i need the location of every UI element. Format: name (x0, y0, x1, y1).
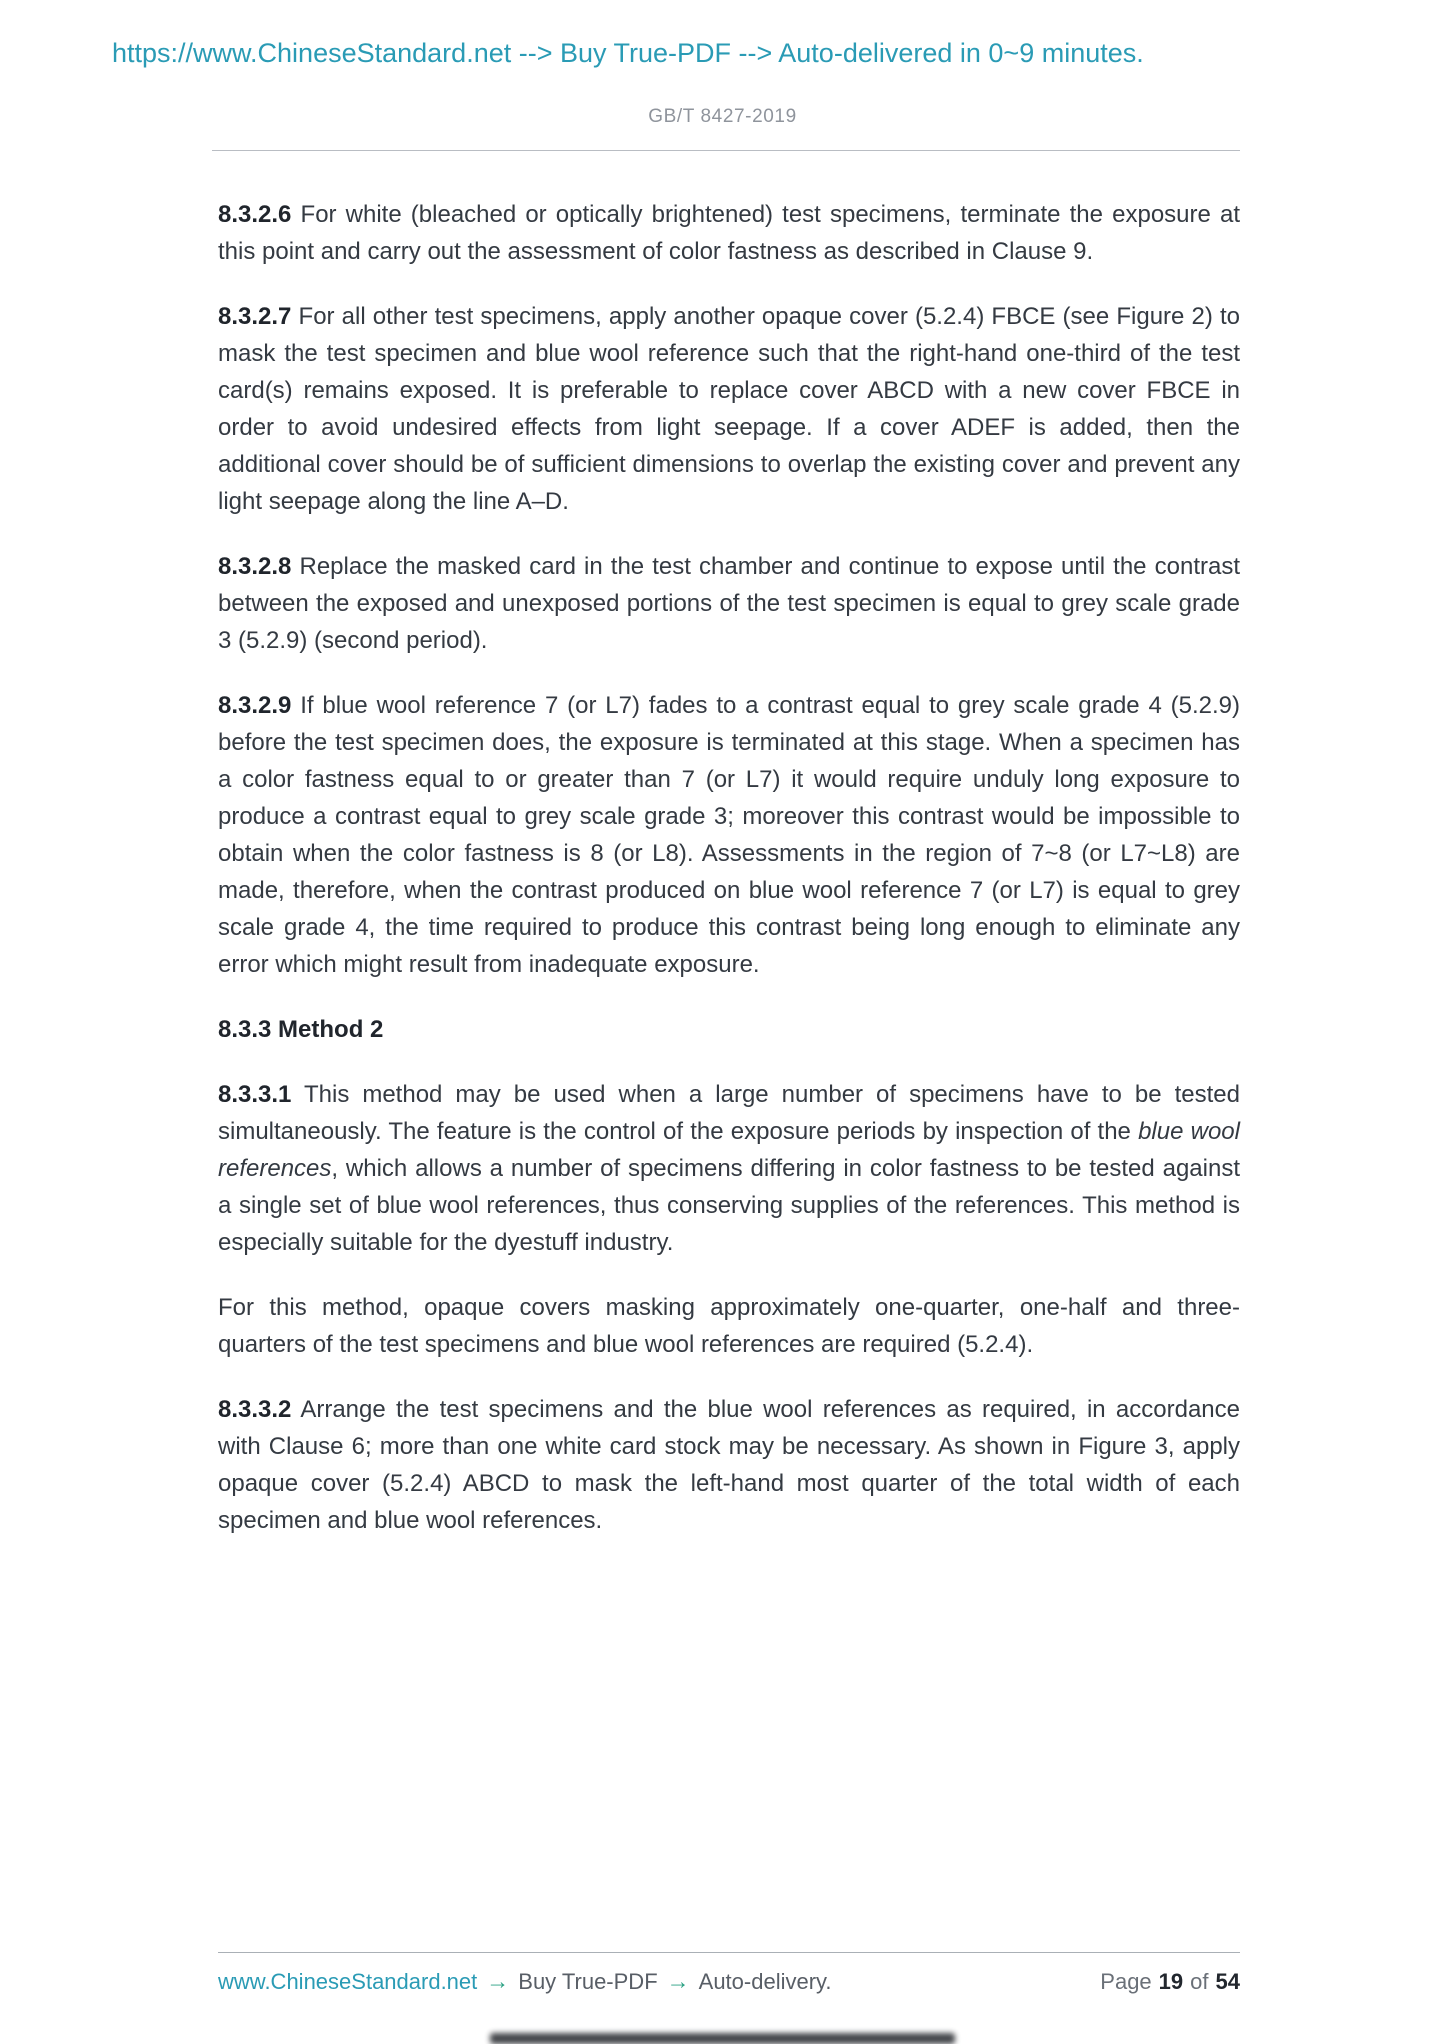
paragraph-8-3-2-8 (218, 548, 1240, 659)
document-body (218, 196, 1240, 1567)
page-indicator (1100, 1969, 1240, 1995)
page-label: Page (1100, 1969, 1152, 1994)
section-heading-8-3-3 (218, 1011, 1240, 1048)
paragraph-text: If blue wool reference 7 (or L7) fades to a contrast equal to grey scale grade 4 (5.2.9) before the test specimen does, the exposure is terminated at this stage. When a specimen has a color fastness equal to or greater than 7 (or L7) it would require unduly long exposure to produce a contrast equal to grey scale grade 3; moreover this contrast would be impossible to obtain when the color fastness is 8 (or L8). Assessments in the region of 7~8 (or L7~L8) are made, therefore, when the contrast produced on blue wool reference 7 (or L7) is equal to grey scale grade 4, the time required to produce this contrast being long enough to eliminate any error which might result from inadequate exposure. (218, 692, 1240, 978)
footer-site-link[interactable]: www.ChineseStandard.net (218, 1969, 478, 1994)
paragraph-text: Replace the masked card in the test chamber and continue to expose until the contrast between the exposed and unexposed portions of the test specimen is equal to grey scale grade 3 (5.2.9) (second period). (218, 553, 1240, 654)
page-current: 19 (1158, 1969, 1184, 1994)
page-total: 54 (1215, 1969, 1240, 1994)
section-heading-text: 8.3.3 Method 2 (218, 1016, 384, 1043)
footer-left-group (218, 1968, 832, 1995)
paragraph-method2-covers (218, 1289, 1240, 1363)
section-number: 8.3.2.7 (218, 303, 292, 330)
paragraph-text: For all other test specimens, apply another opaque cover (5.2.4) FBCE (see Figure 2) to mask the test specimen and blue wool reference such that the right-hand one-third of the test card(s) remains exposed. It is preferable to replace cover ABCD with a new cover FBCE in order to avoid undesired effects from light seepage. If a cover ADEF is added, then the additional cover should be of sufficient dimensions to overlap the existing cover and prevent any light seepage along the line A–D. (218, 303, 1240, 515)
section-number: 8.3.2.6 (218, 201, 292, 228)
paragraph-text: This method may be used when a large number of specimens have to be tested simultaneously. The feature is the control of the exposure periods by inspection of the (218, 1081, 1240, 1145)
header-url-link[interactable]: https://www.ChineseStandard.net --> Buy True-PDF --> Auto-delivered in 0~9 minutes. (112, 38, 1144, 68)
italic-term: blue wool references (218, 1118, 1240, 1182)
paragraph-text: For this method, opaque covers masking approximately one-quarter, one-half and three-quarters of the test specimens and blue wool references are required (5.2.4). (218, 1294, 1240, 1358)
paragraph-8-3-2-7 (218, 298, 1240, 520)
page-footer (218, 1952, 1240, 1995)
paragraph-8-3-3-1 (218, 1076, 1240, 1261)
section-number: 8.3.2.8 (218, 553, 292, 580)
paragraph-text: Arrange the test specimens and the blue wool references as required, in accordance with Clause 6; more than one white card stock may be necessary. As shown in Figure 3, apply opaque cover (5.2.4) ABCD to mask the left-hand most quarter of the total width of each specimen and blue wool references. (218, 1396, 1240, 1534)
arrow-icon: → (486, 1968, 510, 1994)
paragraph-8-3-3-2 (218, 1391, 1240, 1539)
paragraph-text: For white (bleached or optically brightened) test specimens, terminate the exposure at this point and carry out the assessment of color fastness as described in Clause 9. (218, 201, 1240, 265)
arrow-icon: → (666, 1968, 690, 1994)
paragraph-text: , which allows a number of specimens differing in color fastness to be tested against a single set of blue wool references, thus conserving supplies of the references. This method is especially suitable for the dyestuff industry. (218, 1155, 1240, 1256)
next-page-edge (490, 2033, 955, 2044)
paragraph-8-3-2-9 (218, 687, 1240, 983)
paragraph-8-3-2-6 (218, 196, 1240, 270)
header-divider (212, 150, 1240, 151)
footer-delivery-text: Auto-delivery. (698, 1969, 832, 1994)
document-number: GB/T 8427-2019 (648, 106, 797, 127)
section-number: 8.3.3.1 (218, 1081, 292, 1108)
section-number: 8.3.3.2 (218, 1396, 292, 1423)
footer-buy-text: Buy True-PDF (518, 1969, 658, 1994)
of-label: of (1190, 1969, 1209, 1994)
section-number: 8.3.2.9 (218, 692, 292, 719)
